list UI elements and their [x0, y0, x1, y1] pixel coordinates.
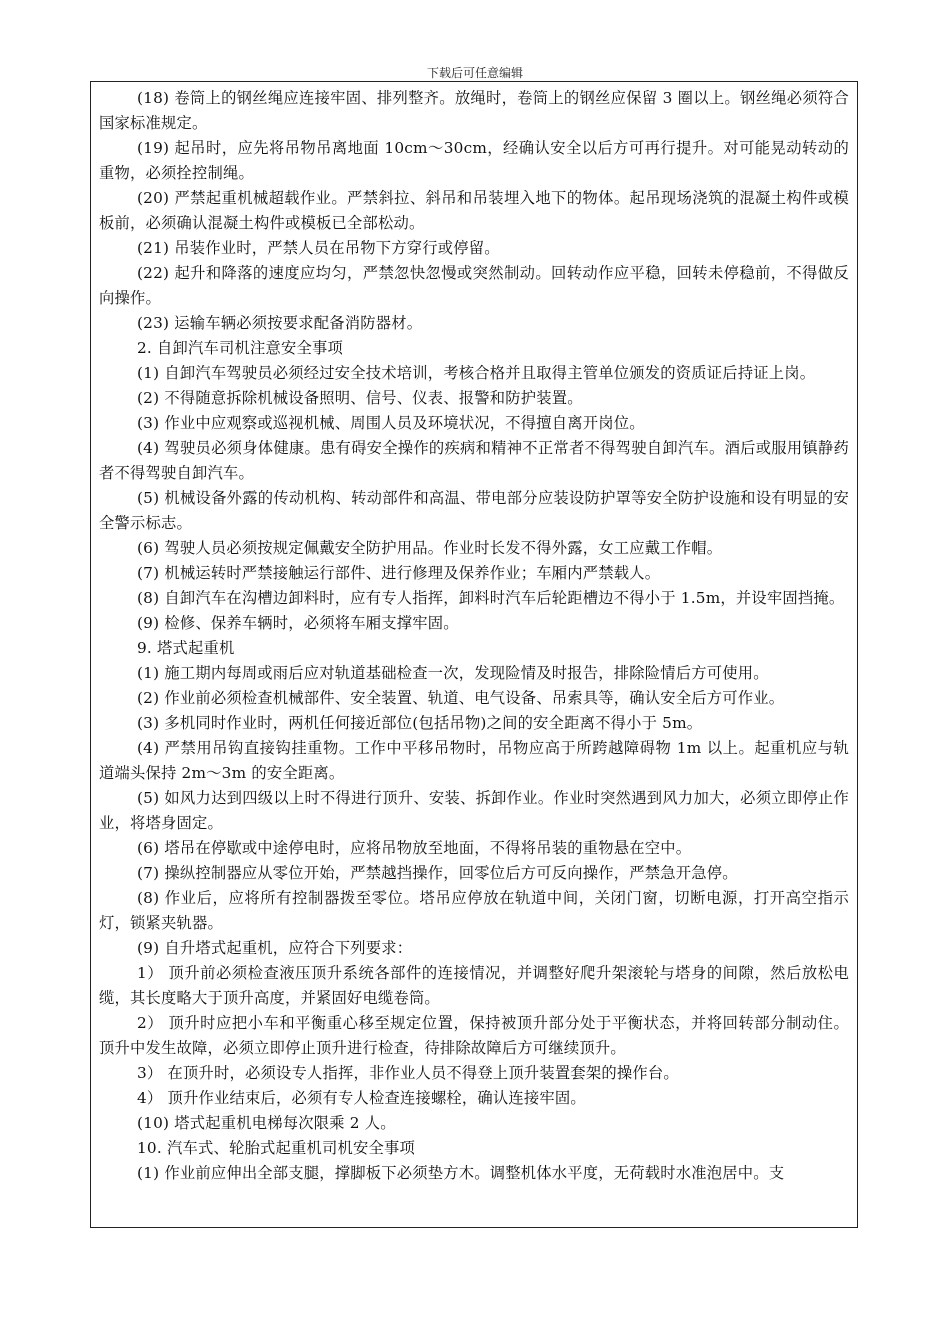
paragraph: (7) 操纵控制器应从零位开始，严禁越挡操作，回零位后方可反向操作，严禁急开急停。: [137, 864, 738, 882]
paragraph: (6) 塔吊在停歇或中途停电时，应将吊物放至地面，不得将吊装的重物悬在空中。: [137, 839, 692, 857]
paragraph: (22) 起升和降落的速度应均匀，严禁忽快忽慢或突然制动。回转动作应平稳，回转未停稳前，不得做反向操作。: [99, 264, 849, 307]
paragraph: 1） 顶升前必须检查液压顶升系统各部件的连接情况，并调整好爬升架滚轮与塔身的间隙，然后放松电缆，其长度略大于顶升高度，并紧固好电缆卷筒。: [99, 964, 849, 1007]
paragraph: (3) 多机同时作业时，两机任何接近部位(包括吊物)之间的安全距离不得小于 5m。: [137, 714, 703, 732]
page-header: 下载后可任意编辑: [426, 66, 523, 80]
paragraph: (8) 自卸汽车在沟槽边卸料时，应有专人指挥，卸料时汽车后轮距槽边不得小于 1.5m，并设牢固挡掩。: [137, 589, 845, 607]
paragraph: (19) 起吊时，应先将吊物吊离地面 10cm～30cm，经确认安全以后方可再行提升。对可能晃动转动的重物，必须拴控制绳。: [99, 139, 849, 182]
paragraph: (7) 机械运转时严禁接触运行部件、进行修理及保养作业；车厢内严禁载人。: [137, 564, 661, 582]
paragraph: (1) 作业前应伸出全部支腿，撑脚板下必须垫方木。调整机体水平度，无荷载时水准泡居中。支: [137, 1164, 785, 1182]
paragraph: (9) 检修、保养车辆时，必须将车厢支撑牢固。: [137, 614, 459, 632]
paragraph: 3） 在顶升时，必须设专人指挥，非作业人员不得登上顶升装置套架的操作台。: [137, 1064, 679, 1082]
paragraph: 4） 顶升作业结束后，必须有专人检查连接螺栓，确认连接牢固。: [137, 1089, 586, 1107]
paragraph: (18) 卷筒上的钢丝绳应连接牢固、排列整齐。放绳时，卷筒上的钢丝应保留 3 圈以上。钢丝绳必须符合国家标准规定。: [99, 89, 849, 132]
paragraph: (20) 严禁起重机械超载作业。严禁斜拉、斜吊和吊装埋入地下的物体。起吊现场浇筑的混凝土构件或模板前，必须确认混凝土构件或模板已全部松动。: [99, 189, 849, 232]
paragraph: (6) 驾驶人员必须按规定佩戴安全防护用品。作业时长发不得外露，女工应戴工作帽。: [137, 539, 723, 557]
paragraph: (2) 不得随意拆除机械设备照明、信号、仪表、报警和防护装置。: [137, 389, 583, 407]
paragraph: (1) 施工期内每周或雨后应对轨道基础检查一次，发现险情及时报告，排除险情后方可使用。: [137, 664, 769, 682]
paragraph: (2) 作业前必须检查机械部件、安全装置、轨道、电气设备、吊索具等，确认安全后方可作业。: [137, 689, 785, 707]
paragraph: (10) 塔式起重机电梯每次限乘 2 人。: [137, 1114, 396, 1132]
paragraph: (21) 吊装作业时，严禁人员在吊物下方穿行或停留。: [137, 239, 500, 257]
section-heading: 2. 自卸汽车司机注意安全事项: [137, 339, 344, 357]
paragraph: (4) 驾驶员必须身体健康。患有碍安全操作的疾病和精神不正常者不得驾驶自卸汽车。酒后或服用镇静药者不得驾驶自卸汽车。: [99, 439, 849, 482]
document-frame: [90, 81, 858, 1228]
section-heading: 10. 汽车式、轮胎式起重机司机安全事项: [137, 1139, 415, 1157]
paragraph: (1) 自卸汽车驾驶员必须经过安全技术培训，考核合格并且取得主管单位颁发的资质证后持证上岗。: [137, 364, 816, 382]
paragraph: (5) 如风力达到四级以上时不得进行顶升、安装、拆卸作业。作业时突然遇到风力加大，必须立即停止作业，将塔身固定。: [99, 789, 849, 832]
paragraph: (8) 作业后，应将所有控制器拨至零位。塔吊应停放在轨道中间，关闭门窗，切断电源，打开高空指示灯，锁紧夹轨器。: [99, 889, 849, 932]
paragraph: 2） 顶升时应把小车和平衡重心移至规定位置，保持被顶升部分处于平衡状态，并将回转部分制动住。顶升中发生故障，必须立即停止顶升进行检查，待排除故障后方可继续顶升。: [99, 1014, 849, 1057]
paragraph: (5) 机械设备外露的传动机构、转动部件和高温、带电部分应装设防护罩等安全防护设施和设有明显的安全警示标志。: [99, 489, 849, 532]
paragraph: (23) 运输车辆必须按要求配备消防器材。: [137, 314, 423, 332]
section-heading: 9. 塔式起重机: [137, 639, 235, 657]
paragraph: (9) 自升塔式起重机，应符合下列要求：: [137, 939, 413, 957]
paragraph: (3) 作业中应观察或巡视机械、周围人员及环境状况，不得擅自离开岗位。: [137, 414, 645, 432]
paragraph: (4) 严禁用吊钩直接钩挂重物。工作中平移吊物时，吊物应高于所跨越障碍物 1m 以上。起重机应与轨道端头保持 2m～3m 的安全距离。: [99, 739, 849, 782]
